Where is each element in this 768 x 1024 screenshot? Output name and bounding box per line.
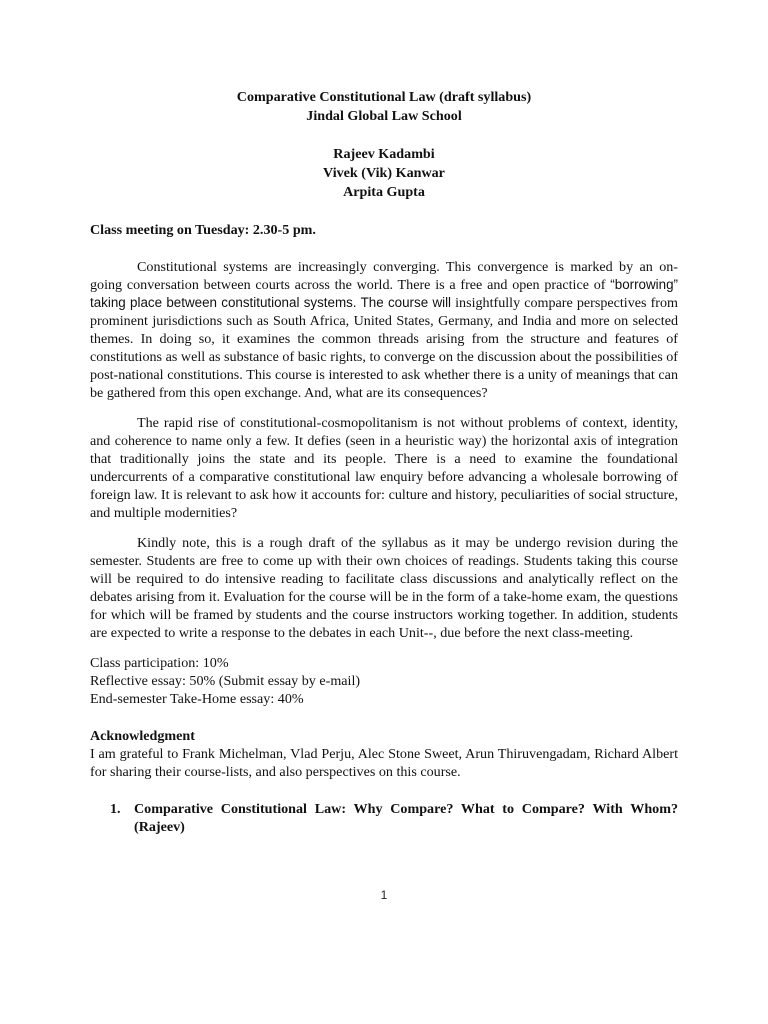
document-title: Comparative Constitutional Law (draft syllabus) (236, 89, 532, 105)
intro-text-end: insightfully compare perspectives from prominent jurisdictions such as South Africa, United States, Germany, and India and more on selected themes. In doing so, it examines the common threads arising from the structure and features of constitutions as well as substance of basic rights, to converge on the discussion about the possibilities of post-national constitutions. This course is interested to ask whether there is a unity of meanings that can be gathered from this open exchange. And, what are its consequences? (90, 295, 678, 401)
school-name: Jindal Global Law School (306, 108, 462, 124)
acknowledgment-heading: Acknowledgment (90, 728, 195, 744)
unit-list-item (110, 800, 678, 836)
unit-title: Comparative Constitutional Law: Why Compare? What to Compare? With Whom? (Rajeev) (134, 801, 678, 835)
grading-list (90, 654, 678, 708)
instructor-name: Arpita Gupta (343, 184, 425, 200)
cosmopolitanism-paragraph: The rapid rise of constitutional-cosmopolitanism is not without problems of context, identity, and coherence to name only a few. It defies (seen in a heuristic way) the horizontal axis of integration that traditionally joins the state and its people. There is a need to examine the foundational undercurrents of a comparative constitutional law enquiry before advancing a wholesale borrowing of foreign law. It is relevant to ask how it accounts for: culture and history, peculiarities of social structure, and multiple modernities? (90, 415, 678, 521)
grading-item: Reflective essay: 50% (Submit essay by e-mail) (90, 673, 361, 689)
acknowledgment-section (90, 727, 678, 781)
document-header (90, 88, 678, 202)
intro-paragraph (90, 258, 678, 402)
instructor-name: Rajeev Kadambi (333, 146, 435, 162)
intro-text-sans: “borrowing” taking place between constitutional systems. The course will (90, 277, 678, 310)
page-number: 1 (380, 888, 388, 902)
unit-number: 1. (110, 801, 121, 817)
class-meeting-time: Class meeting on Tuesday: 2.30-5 pm. (90, 222, 316, 238)
grading-item: Class participation: 10% (90, 655, 229, 671)
draft-note-paragraph: Kindly note, this is a rough draft of the syllabus as it may be undergo revision during the semester. Students are free to come up with their own choices of readings. Students taking this course will be required to do intensive reading to facilitate class discussions and analytically reflect on the debates arising from it. Evaluation for the course will be in the form of a take-home exam, the questions for which will be framed by students and the course instructors working together. In addition, students are expected to write a response to the debates in each Unit--, due before the next class-meeting. (90, 535, 678, 641)
acknowledgment-body: I am grateful to Frank Michelman, Vlad Perju, Alec Stone Sweet, Arun Thiruvengadam, Richard Albert for sharing their course-lists, and also perspectives on this course. (90, 746, 678, 780)
grading-item: End-semester Take-Home essay: 40% (90, 691, 304, 707)
intro-text-start: Constitutional systems are increasingly converging. This convergence is marked by an on-going conversation between courts across the world. There is a free and open practice of (90, 259, 678, 293)
instructor-name: Vivek (Vik) Kanwar (323, 165, 445, 181)
document-page (90, 88, 678, 836)
